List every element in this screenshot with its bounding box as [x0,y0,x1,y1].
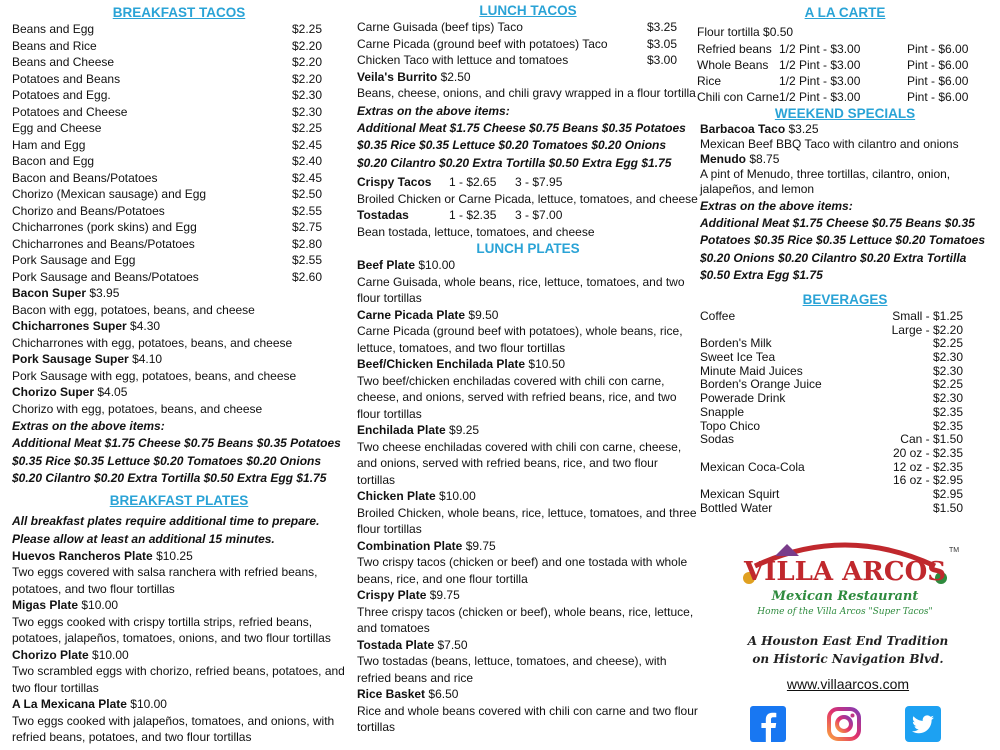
item-price: $2.25 [292,121,323,135]
carte-half-price: 1/2 Pint - $3.00 [779,57,861,72]
beverage-price: $2.30 [932,391,963,406]
beverage-row [700,461,993,475]
carte-name: Rice [697,73,722,88]
beverage-name: Powerade Drink [700,391,786,406]
item-name: Chicharrones (pork skins) and Egg [12,220,197,234]
super-item [12,384,346,401]
beverage-price: $2.30 [932,349,963,364]
item-name: Carne Guisada (beef tips) Taco [357,20,523,34]
beverage-price: 12 oz - $2.35 [892,459,963,474]
flour-tortilla: Flour tortilla $0.50 [697,25,794,39]
menu-row [12,71,346,88]
plate-item [357,356,699,373]
plate-price: $10.00 [81,598,119,613]
beverage-row [700,433,993,447]
plate-price: $7.50 [437,637,468,652]
plate-name: Enchilada Plate [357,423,446,438]
plate-desc: Broiled Chicken, whole beans, rice, lettuce, tomatoes, and three flour tortillas [357,505,697,537]
beverage-name: Topo Chico [700,418,761,433]
plates-note-1: All breakfast plates require additional time to prepare. [12,513,320,528]
beverages-list [697,310,993,516]
logo-name: VILLA ARCOS [743,557,947,587]
item-price: $2.45 [292,170,323,185]
plate-item [357,587,699,604]
plate-item [12,597,346,614]
item-name: Beans and Egg [12,22,95,36]
plate-name: Chicken Plate [357,489,436,504]
item-price: $2.50 [292,187,323,201]
a-la-carte-heading: A LA CARTE [804,5,886,20]
special-desc: Mexican Beef BBQ Taco with cilantro and onions [700,136,959,151]
lunch-extras-text: Additional Meat $1.75 Cheese $0.75 Beans $0.35 Potatoes $0.35 Rice $0.35 Lettuce $0.20 Tomatoes $0.20 Onions $0.20 Cilantro $0.20 Extra Tortilla $0.50 Extra Egg $1.75 [357,120,686,170]
plate-desc: Two beef/chicken enchiladas covered with chili con carne, cheese, and onions, served with refried beans, rice, and two flour tortillas [357,373,677,421]
carte-pint-price: Pint - $6.00 [907,73,969,88]
beverage-row [700,488,993,502]
super-desc: Chicharrones with egg, potatoes, beans, and cheese [12,335,293,350]
item-price: $2.25 [292,22,323,36]
beverage-name: Bottled Water [700,500,773,515]
tagline-2: on Historic Navigation Blvd. [752,652,944,666]
instagram-icon[interactable] [826,706,862,742]
carte-half-price: 1/2 Pint - $3.00 [779,41,861,56]
tostadas-price-1: 1 - $2.35 [449,208,497,223]
plates-note-2: Please allow at least an additional 15 minutes. [12,531,275,546]
item-price: $2.55 [292,253,323,267]
carte-name: Refried beans [697,41,772,56]
weekend-extras-text: Additional Meat $1.75 Cheese $0.75 Beans $0.35 Potatoes $0.35 Rice $0.35 Lettuce $0.20 Tomatoes $0.20 Onions $0.20 Cilantro $0.20 Extra Tortilla $0.50 Extra Egg $1.75 [700,215,986,283]
beverage-row [700,324,993,338]
menu-row [12,186,346,203]
extras-text: Additional Meat $1.75 Cheese $0.75 Beans $0.35 Potatoes $0.35 Rice $0.35 Lettuce $0.20 Tomatoes $0.20 Onions $0.20 Cilantro $0.20 Extra Tortilla $0.50 Extra Egg $1.75 [12,436,341,486]
beverage-row [700,406,993,420]
plate-item [357,637,699,654]
plate-price: $10.00 [418,258,456,273]
plate-name: Crispy Plate [357,588,427,603]
super-price: $4.10 [132,352,163,366]
special-name: Menudo [700,151,746,166]
super-item [12,351,346,368]
beverage-row [700,378,993,392]
super-desc: Bacon with egg, potatoes, beans, and cheese [12,302,255,317]
menu-row [12,153,346,170]
beverage-name: Sweet Ice Tea [700,349,776,364]
item-name: Carne Picada (ground beef with potatoes) Taco [357,36,608,51]
beverage-price: $1.50 [932,500,963,515]
beverage-price: $2.95 [932,487,963,502]
item-price: $2.20 [292,55,323,69]
carte-pint-price: Pint - $6.00 [907,41,969,56]
item-price: $2.40 [292,154,323,168]
item-name: Potatoes and Cheese [12,104,128,119]
super-price: $4.05 [97,385,128,399]
twitter-icon[interactable] [905,706,941,742]
beverage-price: 20 oz - $2.35 [892,445,963,460]
menu-row [12,170,346,187]
plate-name: Tostada Plate [357,637,435,652]
item-name: Bacon and Egg [12,154,95,168]
plate-item [12,647,346,664]
plate-price: $9.75 [429,588,460,603]
beverage-price: Small - $1.25 [892,308,963,323]
beverage-price: Large - $2.20 [891,322,963,337]
plate-name: Beef Plate [357,258,416,273]
menu-row [12,203,346,220]
plate-price: $10.00 [439,489,476,504]
menu-row [12,137,346,154]
menu-row [12,38,346,55]
breakfast-plates-list [12,548,346,746]
beverage-row [700,447,993,461]
beverage-name: Coffee [700,308,736,323]
breakfast-supers [12,285,346,417]
item-price: $2.45 [292,137,323,152]
a-la-carte-list [697,41,993,105]
beverage-price: $2.35 [932,418,963,433]
special-desc: A pint of Menudo, three tortillas, cilantro, onion, jalapeños, and lemon [700,166,951,196]
carte-pint-price: Pint - $6.00 [907,57,969,72]
plate-item [357,257,699,274]
carte-row [697,89,993,105]
plate-desc: Two eggs cooked with crispy tortilla strips, refried beans, potatoes, jalapeños, tomatoes, onions, and two flour tortillas [12,614,331,646]
column-lunch [357,0,699,736]
item-price: $2.30 [292,88,323,102]
item-name: Bacon and Beans/Potatoes [12,170,158,185]
item-name: Pork Sausage and Beans/Potatoes [12,269,199,284]
menu-row [357,36,699,53]
beverage-row [700,365,993,379]
plate-name: Carne Picada Plate [357,307,466,322]
beverage-name: Snapple [700,404,745,419]
plate-name: Beef/Chicken Enchilada Plate [357,357,526,372]
plate-item [357,686,699,703]
plate-item [357,538,699,555]
super-item [12,285,346,302]
crispy-tacos-row [357,174,699,191]
breakfast-tacos-heading: BREAKFAST TACOS [112,5,246,20]
tostadas-desc: Bean tostada, lettuce, tomatoes, and cheese [357,224,595,239]
menu-row [357,52,699,69]
beverage-row [700,502,993,516]
crispy-tacos-name: Crispy Tacos [357,175,432,190]
item-name: Chicharrones and Beans/Potatoes [12,236,195,251]
lunch-tacos-heading: LUNCH TACOS [479,3,577,18]
burrito-desc: Beans, cheese, onions, and chili gravy wrapped in a flour tortilla [357,86,696,100]
super-name: Chicharrones Super [12,319,127,333]
super-price: $4.30 [130,319,161,333]
menu-row [12,236,346,253]
tostadas-row [357,207,699,224]
carte-half-price: 1/2 Pint - $3.00 [779,89,861,104]
breakfast-plates-heading: BREAKFAST PLATES [109,492,249,508]
menu-row [12,21,346,38]
item-price: $2.30 [292,104,323,119]
plate-price: $9.50 [468,307,499,322]
beverages-heading: BEVERAGES [802,291,888,307]
villa-arcos-logo [735,530,960,620]
menu-row [12,252,346,269]
item-name: Potatoes and Egg. [12,88,111,102]
item-price: $3.00 [647,53,678,67]
plate-price: $9.25 [449,423,480,438]
plate-price: $10.50 [528,357,566,372]
logo-subtitle: Mexican Restaurant [771,589,919,604]
plate-name: A La Mexicana Plate [12,697,127,712]
beverage-price: 16 oz - $2.95 [892,473,963,488]
beverage-row [700,420,993,434]
logo-tm: TM [949,547,960,554]
burrito-name: Veila's Burrito [357,69,438,84]
plate-name: Rice Basket [357,687,426,702]
lunch-extras-title: Extras on the above items: [357,103,510,118]
plate-name: Combination Plate [357,538,463,553]
plate-item [357,422,699,439]
super-price: $3.95 [89,286,120,300]
logo-tagline: Home of the Villa Arcos "Super Tacos" [757,607,933,617]
beverage-name: Borden's Orange Juice [700,377,822,392]
item-price: $2.55 [292,203,323,218]
carte-row [697,57,993,73]
item-name: Beans and Cheese [12,55,115,69]
menu-row [12,120,346,137]
special-price: $8.75 [749,151,780,166]
item-name: Beans and Rice [12,38,97,53]
super-desc: Pork Sausage with egg, potatoes, beans, and cheese [12,368,297,383]
menu-row [12,104,346,121]
weekend-extras-title: Extras on the above items: [700,198,853,213]
plate-desc: Three crispy tacos (chicken or beef), whole beans, rice, lettuce, and tomatoes [357,604,694,636]
plate-desc: Two tostadas (beans, lettuce, tomatoes, and cheese), with refried beans and rice [357,654,667,685]
carte-pint-price: Pint - $6.00 [907,89,969,104]
special-item [700,152,993,167]
item-price: $2.20 [292,38,323,53]
item-name: Potatoes and Beans [12,71,121,86]
plate-desc: Two cheese enchiladas covered with chili con carne, cheese, and onions, served with refried beans, rice, and two flour tortillas [357,439,682,487]
beverage-row [700,474,993,488]
carte-name: Whole Beans [697,57,769,72]
super-item [12,318,346,335]
plate-desc: Two eggs cooked with jalapeños, tomatoes, and onions, with refried beans, potatoes, and two flour tortillas [12,713,335,745]
item-price: $3.25 [647,20,678,34]
plate-item [12,548,346,565]
beverage-price: $2.25 [932,377,963,392]
plate-price: $10.00 [130,697,167,712]
plate-price: $9.75 [465,538,496,553]
plate-name: Huevos Rancheros Plate [12,548,153,563]
item-name: Pork Sausage and Egg [12,253,136,267]
lunch-plates-list [357,257,699,736]
item-name: Chorizo (Mexican sausage) and Egg [12,187,207,201]
weekend-specials-list [697,122,993,197]
tostadas-price-3: 3 - $7.00 [515,208,563,223]
menu-row [12,269,346,286]
carte-row [697,41,993,57]
burrito-item [357,69,699,86]
plate-desc: Two crispy tacos (chicken or beef) and one tostada with whole beans, rice, and one flour tortilla [357,555,688,586]
beverage-name: Sodas [700,432,735,447]
item-price: $2.75 [292,220,323,234]
special-name: Barbacoa Taco [700,121,786,136]
special-item [700,122,993,137]
crispy-tacos-desc: Broiled Chicken or Carne Picada, lettuce, tomatoes, and cheese [357,191,698,206]
extras-title: Extras on the above items: [12,419,165,433]
beverage-price: $2.35 [932,404,963,419]
plate-desc: Two scrambled eggs with chorizo, refried beans, potatoes, and two flour tortillas [12,664,345,695]
plate-item [12,696,346,713]
plate-desc: Carne Picada (ground beef with potatoes), whole beans, rice, lettuce, tomatoes, and two flour tortillas [357,324,683,355]
carte-name: Chili con Carne [697,89,780,104]
column-carte [697,0,993,515]
crispy-tacos-price-3: 3 - $7.95 [515,175,563,190]
item-name: Egg and Cheese [12,121,102,135]
lunch-plates-heading: LUNCH PLATES [476,241,580,257]
plate-desc: Carne Guisada, whole beans, rice, lettuce, tomatoes, and two flour tortillas [357,274,685,306]
plate-price: $6.50 [428,687,459,702]
column-breakfast [12,0,346,746]
special-price: $3.25 [788,121,819,136]
plate-desc: Two eggs covered with salsa ranchera with refried beans, potatoes, and two flour tortillas [12,565,318,596]
plate-price: $10.00 [92,647,129,662]
menu-row [357,19,699,36]
item-price: $3.05 [647,36,678,51]
lunch-tacos-list [357,19,699,69]
beverage-name: Minute Maid Juices [700,363,803,378]
beverage-row [700,351,993,365]
breakfast-tacos-list [12,21,346,285]
beverage-row [700,310,993,324]
tagline-1: A Houston East End Tradition [747,634,949,648]
beverage-name: Mexican Coca-Cola [700,459,805,474]
item-name: Chorizo and Beans/Potatoes [12,203,165,218]
super-name: Bacon Super [12,286,87,300]
beverage-price: $2.25 [932,336,963,351]
beverage-price: Can - $1.50 [900,432,963,447]
super-name: Pork Sausage Super [12,352,129,366]
beverage-row [700,337,993,351]
item-price: $2.80 [292,236,323,251]
plate-name: Chorizo Plate [12,647,89,662]
website-link[interactable]: www.villaarcos.com [786,676,910,692]
beverage-price: $2.30 [932,363,963,378]
menu-row [12,54,346,71]
item-price: $2.20 [292,71,323,86]
menu-row [12,219,346,236]
super-name: Chorizo Super [12,385,95,399]
tostadas-name: Tostadas [357,208,409,223]
crispy-tacos-price-1: 1 - $2.65 [449,175,497,190]
menu-row [12,87,346,104]
item-price: $2.60 [292,269,323,284]
facebook-icon[interactable] [750,706,786,742]
carte-row [697,73,993,89]
weekend-specials-heading: WEEKEND SPECIALS [774,105,916,121]
beverage-name: Mexican Squirt [700,487,780,502]
carte-half-price: 1/2 Pint - $3.00 [779,73,861,88]
plate-item [357,307,699,324]
item-name: Ham and Egg [12,137,86,152]
plate-price: $10.25 [156,548,193,563]
beverage-row [700,392,993,406]
super-desc: Chorizo with egg, potatoes, beans, and cheese [12,401,263,416]
plate-item [357,488,699,505]
plate-desc: Rice and whole beans covered with chili con carne and two flour tortillas [357,703,698,735]
beverage-name: Borden's Milk [700,336,772,351]
item-name: Chicken Taco with lettuce and tomatoes [357,53,569,67]
burrito-price: $2.50 [440,69,471,84]
plate-name: Migas Plate [12,598,79,613]
